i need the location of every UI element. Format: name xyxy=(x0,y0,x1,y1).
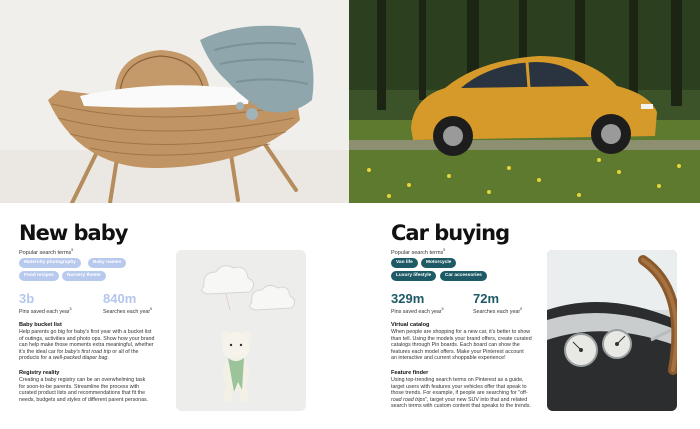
searches-caption: Searches each year$^5$ xyxy=(473,307,523,315)
term-pill[interactable]: Luxury lifestyle xyxy=(391,271,436,281)
virtual-catalog-text: When people are shopping for a new car, it's better to show than tell. Using the models your brand offers, create curated catalogs through Pin boards. Each board can show the features each model offers. Make your Pinterest account an interactive and current shoppable experience! xyxy=(391,329,532,362)
car-photo xyxy=(349,0,700,203)
car-buying-terms-label: Popular search terms$^5$ xyxy=(391,248,446,256)
feature-finder-text: Using top-trending search terms on Pinterest as a guide, target users with features your vehicles offer that speak to those trends. For example, if people are searching for "off- road road trips", target your new SUV into that and related search terms with custom content that speaks to the trends. xyxy=(391,377,531,410)
bassinet-photo xyxy=(0,0,349,203)
term-pill[interactable]: Baby names xyxy=(88,258,126,268)
baby-bucket-heading: Baby bucket list xyxy=(19,322,62,328)
baby-bucket-text: Help parents go big for baby's first year with a bucket list of outings, activities and photo ops. Show how your brand can help make those moments extra meaningful, whether it's the ideal car for baby's first road trip or all of the products for a well-packed diaper bag. xyxy=(19,329,155,362)
virtual-catalog-heading: Virtual catalog xyxy=(391,322,430,328)
plush-toys-photo xyxy=(176,250,306,411)
term-pill[interactable]: Motorcycle xyxy=(421,258,456,268)
car-buying-section xyxy=(349,203,700,429)
car-dashboard-photo xyxy=(547,250,677,411)
new-baby-terms-label: Popular search terms$^5$ xyxy=(19,248,74,256)
car-buying-title: Car buying xyxy=(391,221,510,245)
pins-saved-caption: Pins saved each year$^5$ xyxy=(391,307,444,315)
term-pill[interactable]: Car accessories xyxy=(440,271,487,281)
term-pill[interactable]: Nursery theme xyxy=(62,271,106,281)
term-pill[interactable]: Maternity photography xyxy=(19,258,81,268)
new-baby-title: New baby xyxy=(19,221,128,245)
new-baby-section xyxy=(0,203,349,429)
registry-text: Creating a baby registry can be an overwhelming task for soon-to-be parents. Streamline the process with curated product lists and recommendations that fit the needs, budgets and styles of different parent personas. xyxy=(19,377,149,403)
pins-saved-stat: 3b xyxy=(19,291,35,306)
term-pill[interactable]: Food recipes xyxy=(19,271,59,281)
registry-heading: Registry reality xyxy=(19,370,60,376)
pins-saved-stat: 329m xyxy=(391,291,425,306)
searches-stat: 72m xyxy=(473,291,500,306)
pins-saved-caption: Pins saved each year$^5$ xyxy=(19,307,72,315)
feature-finder-heading: Feature finder xyxy=(391,370,429,376)
searches-stat: 840m xyxy=(103,291,137,306)
term-pill[interactable]: Van life xyxy=(391,258,418,268)
searches-caption: Searches each year$^5$ xyxy=(103,307,153,315)
